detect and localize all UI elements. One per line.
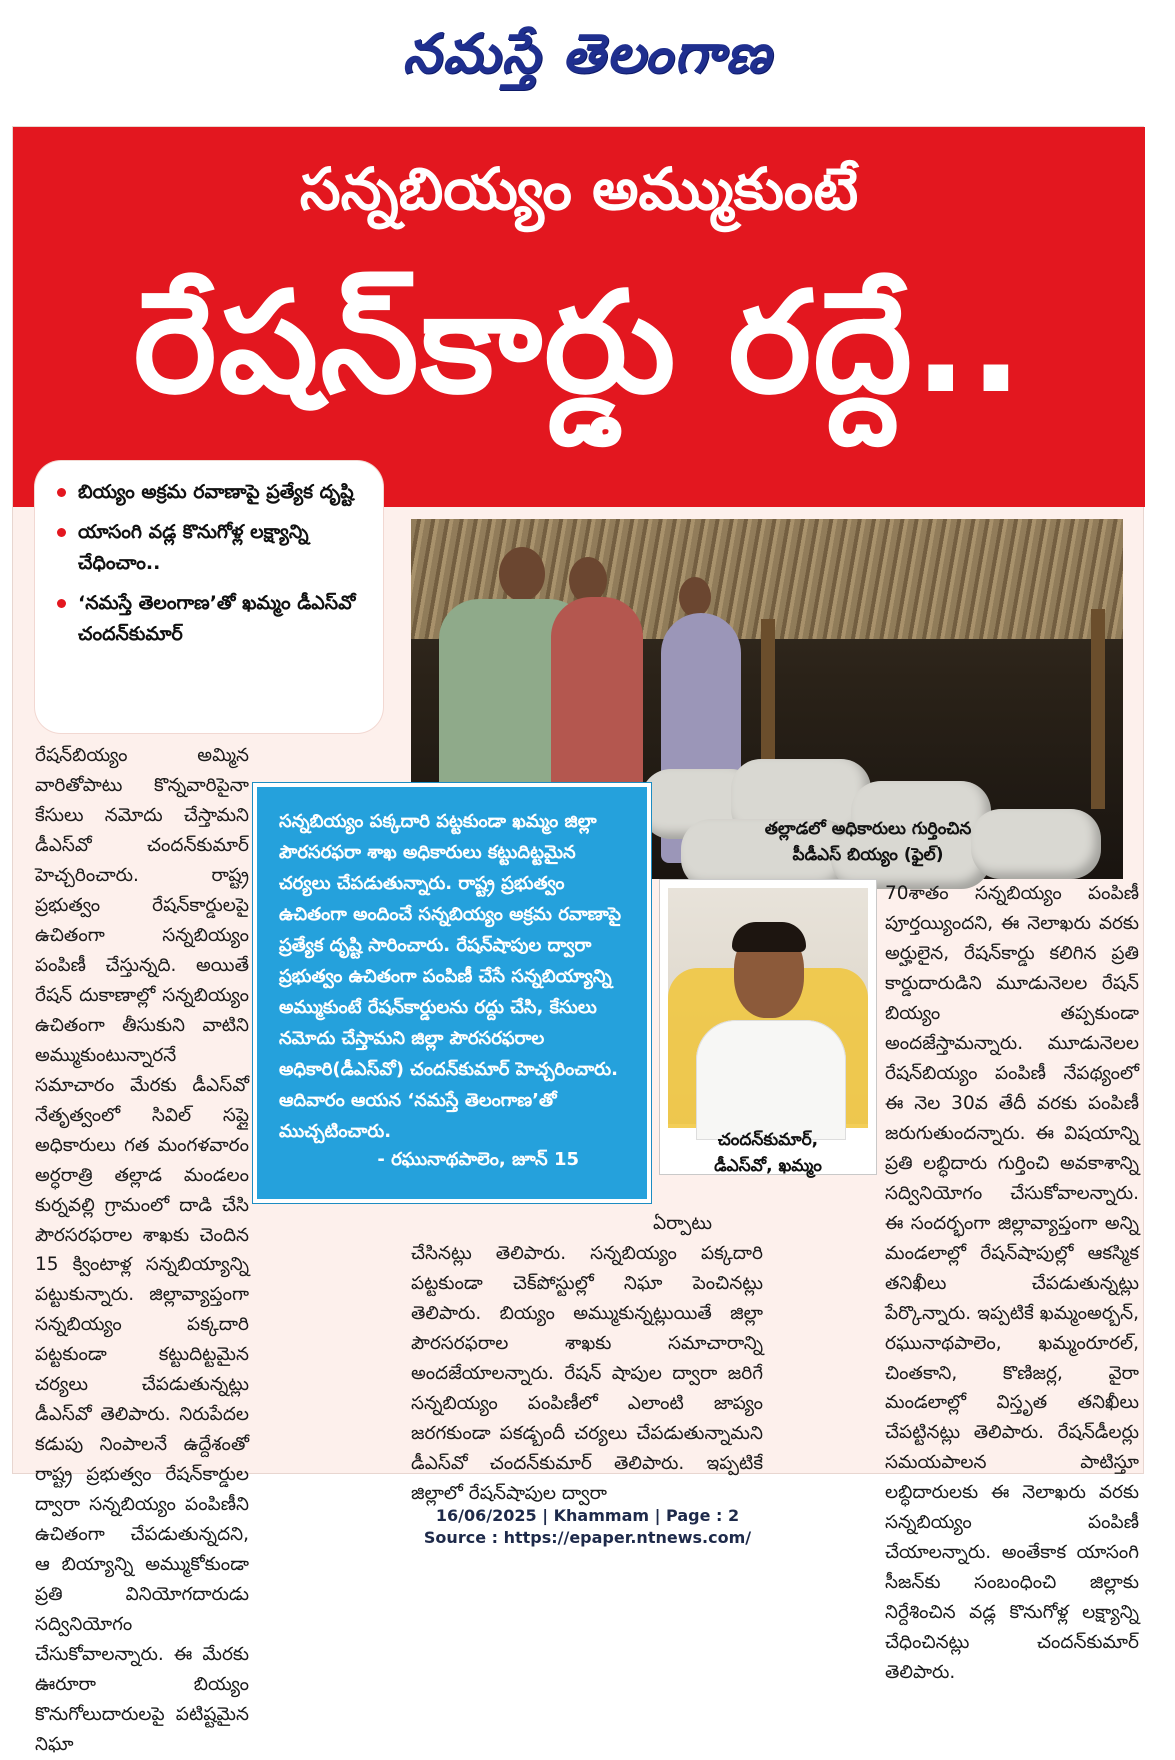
photo-pole: [1091, 609, 1105, 809]
article-column-1: [35, 741, 249, 1755]
photo-person-head: [499, 547, 545, 601]
photo-person-head: [679, 577, 711, 617]
column-2-text: చేసినట్లు తెలిపారు. సన్నబియ్యం పక్కదారి పట్టకుండా చెక్‌పోస్టుల్లో నిఘా పెంచినట్లు తెలిపారు. బియ్యం అమ్ముకున్నట్లుయితే జిల్లా పౌరసరఫరాల శాఖకు సమాచారాన్ని అందజేయాలన్నారు. రేషన్ షాపుల ద్వారా జరిగే సన్నబియ్యం పంపిణీలో ఎలాంటి జాప్యం జరగకుండా పకడ్బందీ చర్యలు చేపడుతున్నామని డీఎస్‌వో చందన్‌కుమార్ తెలిపారు. ఇప్పటికే జిల్లాలో రేషన్‌షాపుల ద్వారా: [411, 1243, 763, 1504]
portrait-card: [659, 879, 877, 1175]
article-column-2-lead: [653, 1209, 743, 1239]
photo-caption: తల్లాడలో అధికారులు గుర్తించిన పీడీఎస్ బియ్యం (ఫైల్): [764, 819, 972, 865]
portrait-caption-name: చందన్‌కుమార్,: [717, 1130, 819, 1150]
summary-text: సన్నబియ్యం పక్కదారి పట్టకుండా ఖమ్మం జిల్లా పౌరసరఫరా శాఖ అధికారులు కట్టుదిట్టమైన చర్యలు చేపడుతున్నారు. రాష్ట్ర ప్రభుత్వం ఉచితంగా అందించే సన్నబియ్యం అక్రమ రవాణాపై ప్రత్యేక దృష్టి సారించారు. రేషన్‌షాపుల ద్వారా ప్రభుత్వం ఉచితంగా పంపిణీ చేసే సన్నబియ్యాన్ని అమ్ముకుంటే రేషన్‌కార్డులను రద్దు చేసి, కేసులు నమోదు చేస్తామని జిల్లా పౌరసరఫరాల అధికారి(డీఎస్‌వో) చందన్‌కుమార్ హెచ్చరించారు. ఆదివారం ఆయన ‘నమస్తే తెలంగాణ’తో ముచ్చటించారు.: [279, 811, 622, 1142]
headline-band: [13, 127, 1145, 507]
footer-date: 16/06/2025 | Khammam | Page : 2: [435, 1506, 740, 1525]
portrait-hair: [732, 922, 806, 952]
column-2-lead-text: ఏర్పాటు: [653, 1213, 713, 1234]
dateline: - రఘునాథపాలెం, జూన్ 15: [377, 1149, 579, 1171]
newspaper-logo: నమస్తే తెలంగాణ: [402, 21, 773, 85]
bullet-icon: [57, 599, 66, 608]
headline-kicker: సన్నబియ్యం అమ్ముకుంటే: [299, 155, 859, 223]
article-column-2: [411, 1239, 763, 1504]
highlight-text: యాసంగి వడ్ల కొనుగోళ్ల లక్ష్యాన్ని చేధించాం..: [78, 521, 309, 574]
bullet-icon: [57, 528, 66, 537]
portrait-caption-title: డీఎస్‌వో, ఖమ్మం: [714, 1155, 822, 1176]
summary-box: [253, 783, 651, 1203]
masthead: [0, 0, 1175, 120]
column-1-text: రేషన్‌బియ్యం అమ్మిన వారితోపాటు కొన్నవారిపైనా కేసులు నమోదు చేస్తామని డీఎస్‌వో చందన్‌కుమార్ హెచ్చరించారు. రాష్ట్ర ప్రభుత్వం రేషన్‌కార్డులపై ఉచితంగా సన్నబియ్యం పంపిణీ చేస్తున్నది. అయితే రేషన్ దుకాణాల్లో సన్నబియ్యం ఉచితంగా తీసుకుని వాటిని అమ్ముకుంటున్నారనే సమాచారం మేరకు డీఎస్‌వో నేతృత్వంలో సివిల్ సప్లై అధికారులు గత మంగళవారం అర్ధరాత్రి తల్లాడ మండలం కుర్నవల్లి గ్రామంలో దాడి చేసి పౌరసరఫరాల శాఖకు చెందిన 15 క్వింటాళ్ల సన్నబియ్యాన్ని పట్టుకున్నారు. జిల్లావ్యాప్తంగా సన్నబియ్యం పక్కదారి పట్టకుండా కట్టుదిట్టమైన చర్యలు చేపడుతున్నట్లు డీఎస్‌వో తెలిపారు. నిరుపేదల కడుపు నింపాలనే ఉద్దేశంతో రాష్ట్ర ప్రభుత్వం రేషన్‌కార్డుల ద్వారా సన్నబియ్యం పంపిణీని ఉచితంగా చేపడుతున్నదని, ఆ బియ్యాన్ని అమ్ముకోకుండా ప్రతి వినియోగదారుడు సద్వినియోగం చేసుకోవాలన్నారు. ఈ మేరకు ఊరూరా బియ్యం కొనుగోలుదారులపై పటిష్టమైన నిఘా: [35, 745, 249, 1755]
highlight-item: [57, 517, 361, 578]
highlight-text: ‘నమస్తే తెలంగాణ’తో ఖమ్మం డీఎస్‌వో చందన్‌కుమార్: [78, 592, 356, 645]
highlight-item: [57, 588, 361, 649]
highlight-item: [57, 477, 361, 507]
portrait-caption: [660, 1128, 876, 1179]
photo-rice-sack: [971, 809, 1101, 879]
portrait-shirt: [696, 1020, 846, 1140]
article-column-3: [885, 879, 1139, 1684]
column-3-text: 70శాతం సన్నబియ్యం పంపిణీ పూర్తయ్యిందని, ఈ నెలాఖరు వరకు అర్హులైన, రేషన్‌కార్డు కలిగిన ప్రతి కార్డుదారుడిని మూడునెలల రేషన్ బియ్యం తప్పకుండా అందజేస్తామన్నారు. మూడునెలల రేషన్‌బియ్యం పంపిణీ నేపథ్యంలో ఈ నెల 30వ తేదీ వరకు పంపిణీ జరుగుతుందన్నారు. ఈ విషయాన్ని ప్రతి లబ్ధిదారు గుర్తించి అవకాశాన్ని సద్వినియోగం చేసుకోవాలన్నారు. ఈ సందర్భంగా జిల్లావ్యాప్తంగా అన్ని మండలాల్లో రేషన్‌షాపుల్లో ఆకస్మిక తనిఖీలు చేపడుతున్నట్లు పేర్కొన్నారు. ఇప్పటికే ఖమ్మంఅర్బన్, రఘునాథపాలెం, ఖమ్మంరూరల్, చింతకాని, కొణిజర్ల, వైరా మండలాల్లో విస్తృత తనిఖీలు చేపట్టినట్లు తెలిపారు. రేషన్‌డీలర్లు సమయపాలన పాటిస్తూ లబ్ధిదారులకు ఈ నెలాఖరు వరకు సన్నబియ్యం పంపిణీ చేయాలన్నారు. అంతేకాక యాసంగి సీజన్‌కు సంబంధించి జిల్లాకు నిర్దేశించిన వడ్ల కొనుగోళ్ల లక్ష్యాన్ని చేధించినట్లు చందన్‌కుమార్ తెలిపారు.: [885, 883, 1139, 1684]
footer-source-link[interactable]: Source : https://epaper.ntnews.com/: [423, 1528, 752, 1547]
highlights-box: [35, 461, 383, 733]
highlight-text: బియ్యం అక్రమ రవాణాపై ప్రత్యేక దృష్టి: [78, 481, 354, 503]
portrait-photo: [668, 888, 868, 1124]
headline-main: రేషన్‌కార్డు రద్దే..: [133, 262, 1025, 425]
bullet-icon: [57, 488, 66, 497]
